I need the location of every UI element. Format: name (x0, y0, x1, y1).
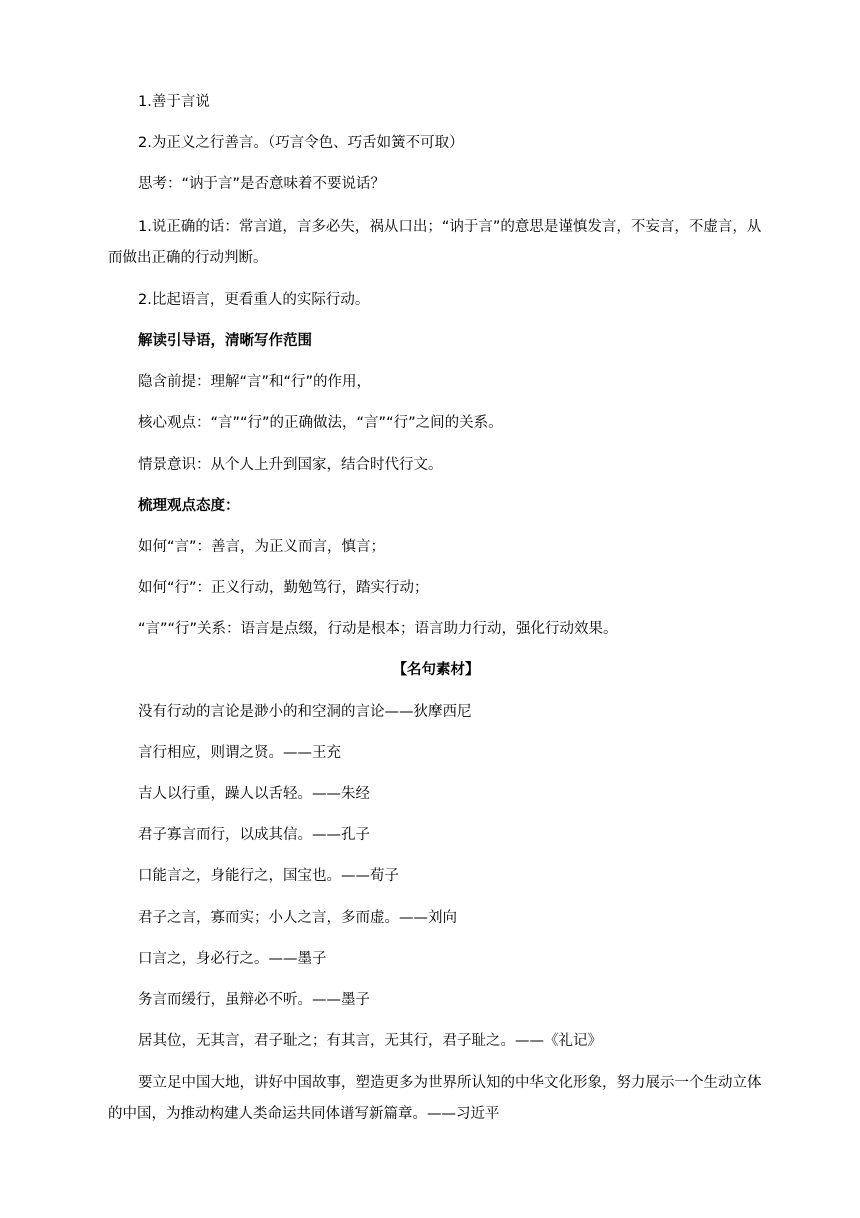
quote-item: 君子寡言而行，以成其信。——孔子 (138, 827, 370, 844)
point-speak-for-justice: 2.为正义之行善言。（巧言令色、巧舌如簧不可取） (138, 135, 464, 152)
quote-item: 居其位，无其言，君子耻之；有其言，无其行，君子耻之。——《礼记》 (138, 1033, 602, 1050)
quote-item: 要立足中国大地，讲好中国故事，塑造更多为世界所认知的中华文化形象，努力展示一个生动立体的中国，为推动构建人类命运共同体谱写新篇章。——习近平 (108, 1075, 762, 1123)
answer-speak-correctly: 1.说正确的话：常言道，言多必失，祸从口出；“讷于言”的意思是谨慎发言，不妄言，不虚言，从而做出正确的行动判断。 (108, 218, 762, 266)
relation-line: “言”“行”关系：语言是点缀，行动是根本；语言助力行动，强化行动效果。 (138, 621, 618, 638)
quote-item: 没有行动的言论是渺小的和空洞的言论——狄摩西尼 (138, 703, 472, 720)
quote-item: 君子之言，寡而实；小人之言，多而虚。——刘向 (138, 909, 457, 926)
quote-item: 言行相应，则谓之贤。——王充 (138, 744, 341, 761)
thinking-question: 思考：“讷于言”是否意味着不要说话？ (138, 176, 386, 193)
how-to-speak-line: 如何“言”：善言，为正义而言，慎言； (138, 538, 386, 555)
section-heading-attitude: 梳理观点态度： (138, 497, 240, 514)
quote-item: 务言而缓行，虽辩必不听。——墨子 (138, 991, 370, 1008)
how-to-act-line: 如何“行”：正义行动，勤勉笃行，踏实行动； (138, 580, 429, 597)
document-body (108, 88, 764, 1143)
context-awareness-line: 情景意识：从个人上升到国家，结合时代行文。 (138, 456, 443, 473)
quote-item: 吉人以行重，躁人以舌轻。——朱经 (138, 786, 370, 802)
quote-item: 口能言之，身能行之，国宝也。——荀子 (138, 868, 399, 885)
point-speak-well: 1.善于言说 (138, 94, 210, 110)
quote-item: 口言之，身必行之。——墨子 (138, 950, 327, 967)
section-heading-interpret: 解读引导语，清晰写作范围 (138, 332, 312, 349)
core-view-line: 核心观点：“言”“行”的正确做法，“言”“行”之间的关系。 (138, 415, 503, 432)
section-heading-quotes: 【名句素材】 (392, 662, 480, 679)
answer-value-action: 2.比起语言，更看重人的实际行动。 (138, 291, 370, 308)
premise-line: 隐含前提：理解“言”和“行”的作用， (138, 374, 372, 391)
